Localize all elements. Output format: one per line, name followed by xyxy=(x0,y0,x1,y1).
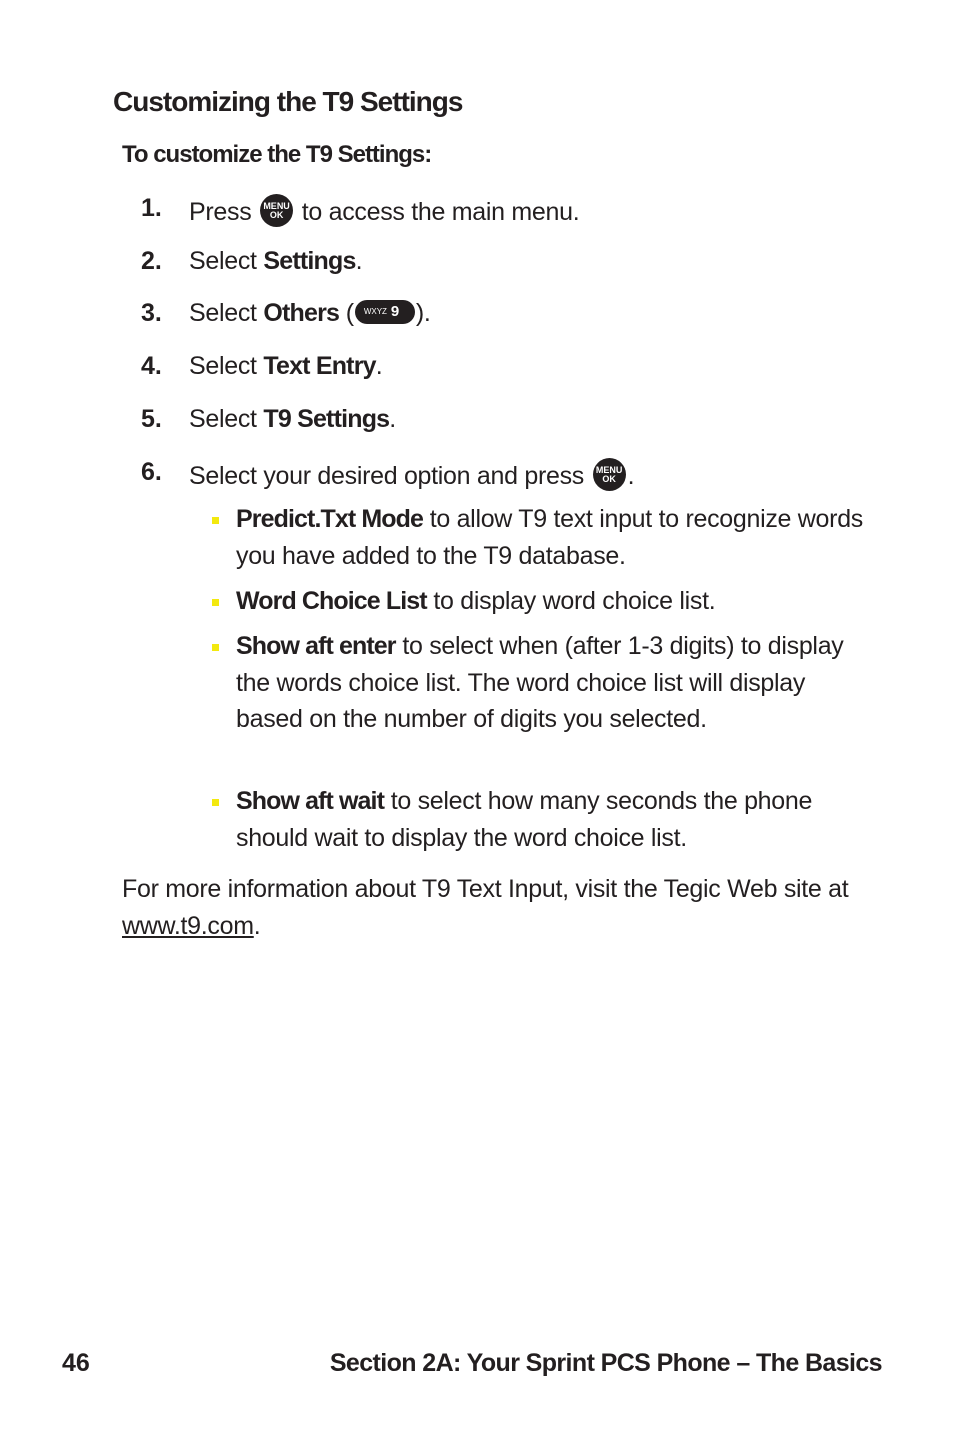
option-item xyxy=(236,783,876,856)
option-description: to display word choice list. xyxy=(433,587,716,615)
step-text: Select your desired option and press xyxy=(189,462,584,490)
section-heading: Customizing the T9 Settings xyxy=(113,86,463,117)
key-9-icon: WXYZ 9 xyxy=(355,300,415,324)
menu-ok-key-icon: MENU OK xyxy=(593,458,626,491)
bullet-icon xyxy=(212,517,219,524)
option-item xyxy=(236,583,876,620)
bullet-icon xyxy=(212,599,219,606)
option-item xyxy=(236,501,876,574)
step-number: 6. xyxy=(141,458,162,486)
menu-option-name: T9 Settings xyxy=(263,405,390,433)
menu-option-name: Text Entry xyxy=(263,352,376,380)
step-number: 1. xyxy=(141,194,162,222)
step-text: Select xyxy=(189,247,257,275)
bullet-icon xyxy=(212,799,219,806)
option-item xyxy=(236,628,876,738)
bullet-icon xyxy=(212,644,219,651)
step-number: 3. xyxy=(141,299,162,327)
step-text: to access the main menu. xyxy=(301,198,580,226)
more-info-text: For more information about T9 Text Input, visit the Tegic Web site at xyxy=(122,875,849,903)
option-name: Predict.Txt Mode xyxy=(236,505,424,533)
option-description: to allow T9 text input to recognize words you have added to the T9 database. xyxy=(236,505,863,570)
menu-option-name: Settings xyxy=(263,247,356,275)
option-name: Show aft wait xyxy=(236,787,385,815)
option-description: to select when (after 1-3 digits) to display the words choice list. The word choice list will display based on the number of digits you selected. xyxy=(236,632,844,733)
page-number: 46 xyxy=(62,1349,90,1377)
procedure-heading: To customize the T9 Settings: xyxy=(122,141,432,168)
step-number: 2. xyxy=(141,247,162,275)
step-text: Select xyxy=(189,405,257,433)
step-text: Press xyxy=(189,198,252,226)
option-description: to select how many seconds the phone should wait to display the word choice list. xyxy=(236,787,813,852)
step-number: 4. xyxy=(141,352,162,380)
menu-ok-key-icon: MENU OK xyxy=(260,194,293,227)
option-name: Word Choice List xyxy=(236,587,427,615)
step-text: Select xyxy=(189,352,257,380)
option-name: Show aft enter xyxy=(236,632,396,660)
more-info-paragraph: For more information about T9 Text Input, visit the Tegic Web site at www.t9.com. xyxy=(122,875,849,940)
section-footer: Section 2A: Your Sprint PCS Phone – The Basics xyxy=(329,1349,882,1377)
menu-option-name: Others xyxy=(263,299,340,327)
t9-website-link[interactable]: www.t9.com xyxy=(122,911,254,940)
step-text: Select xyxy=(189,299,257,327)
step-number: 5. xyxy=(141,405,162,433)
